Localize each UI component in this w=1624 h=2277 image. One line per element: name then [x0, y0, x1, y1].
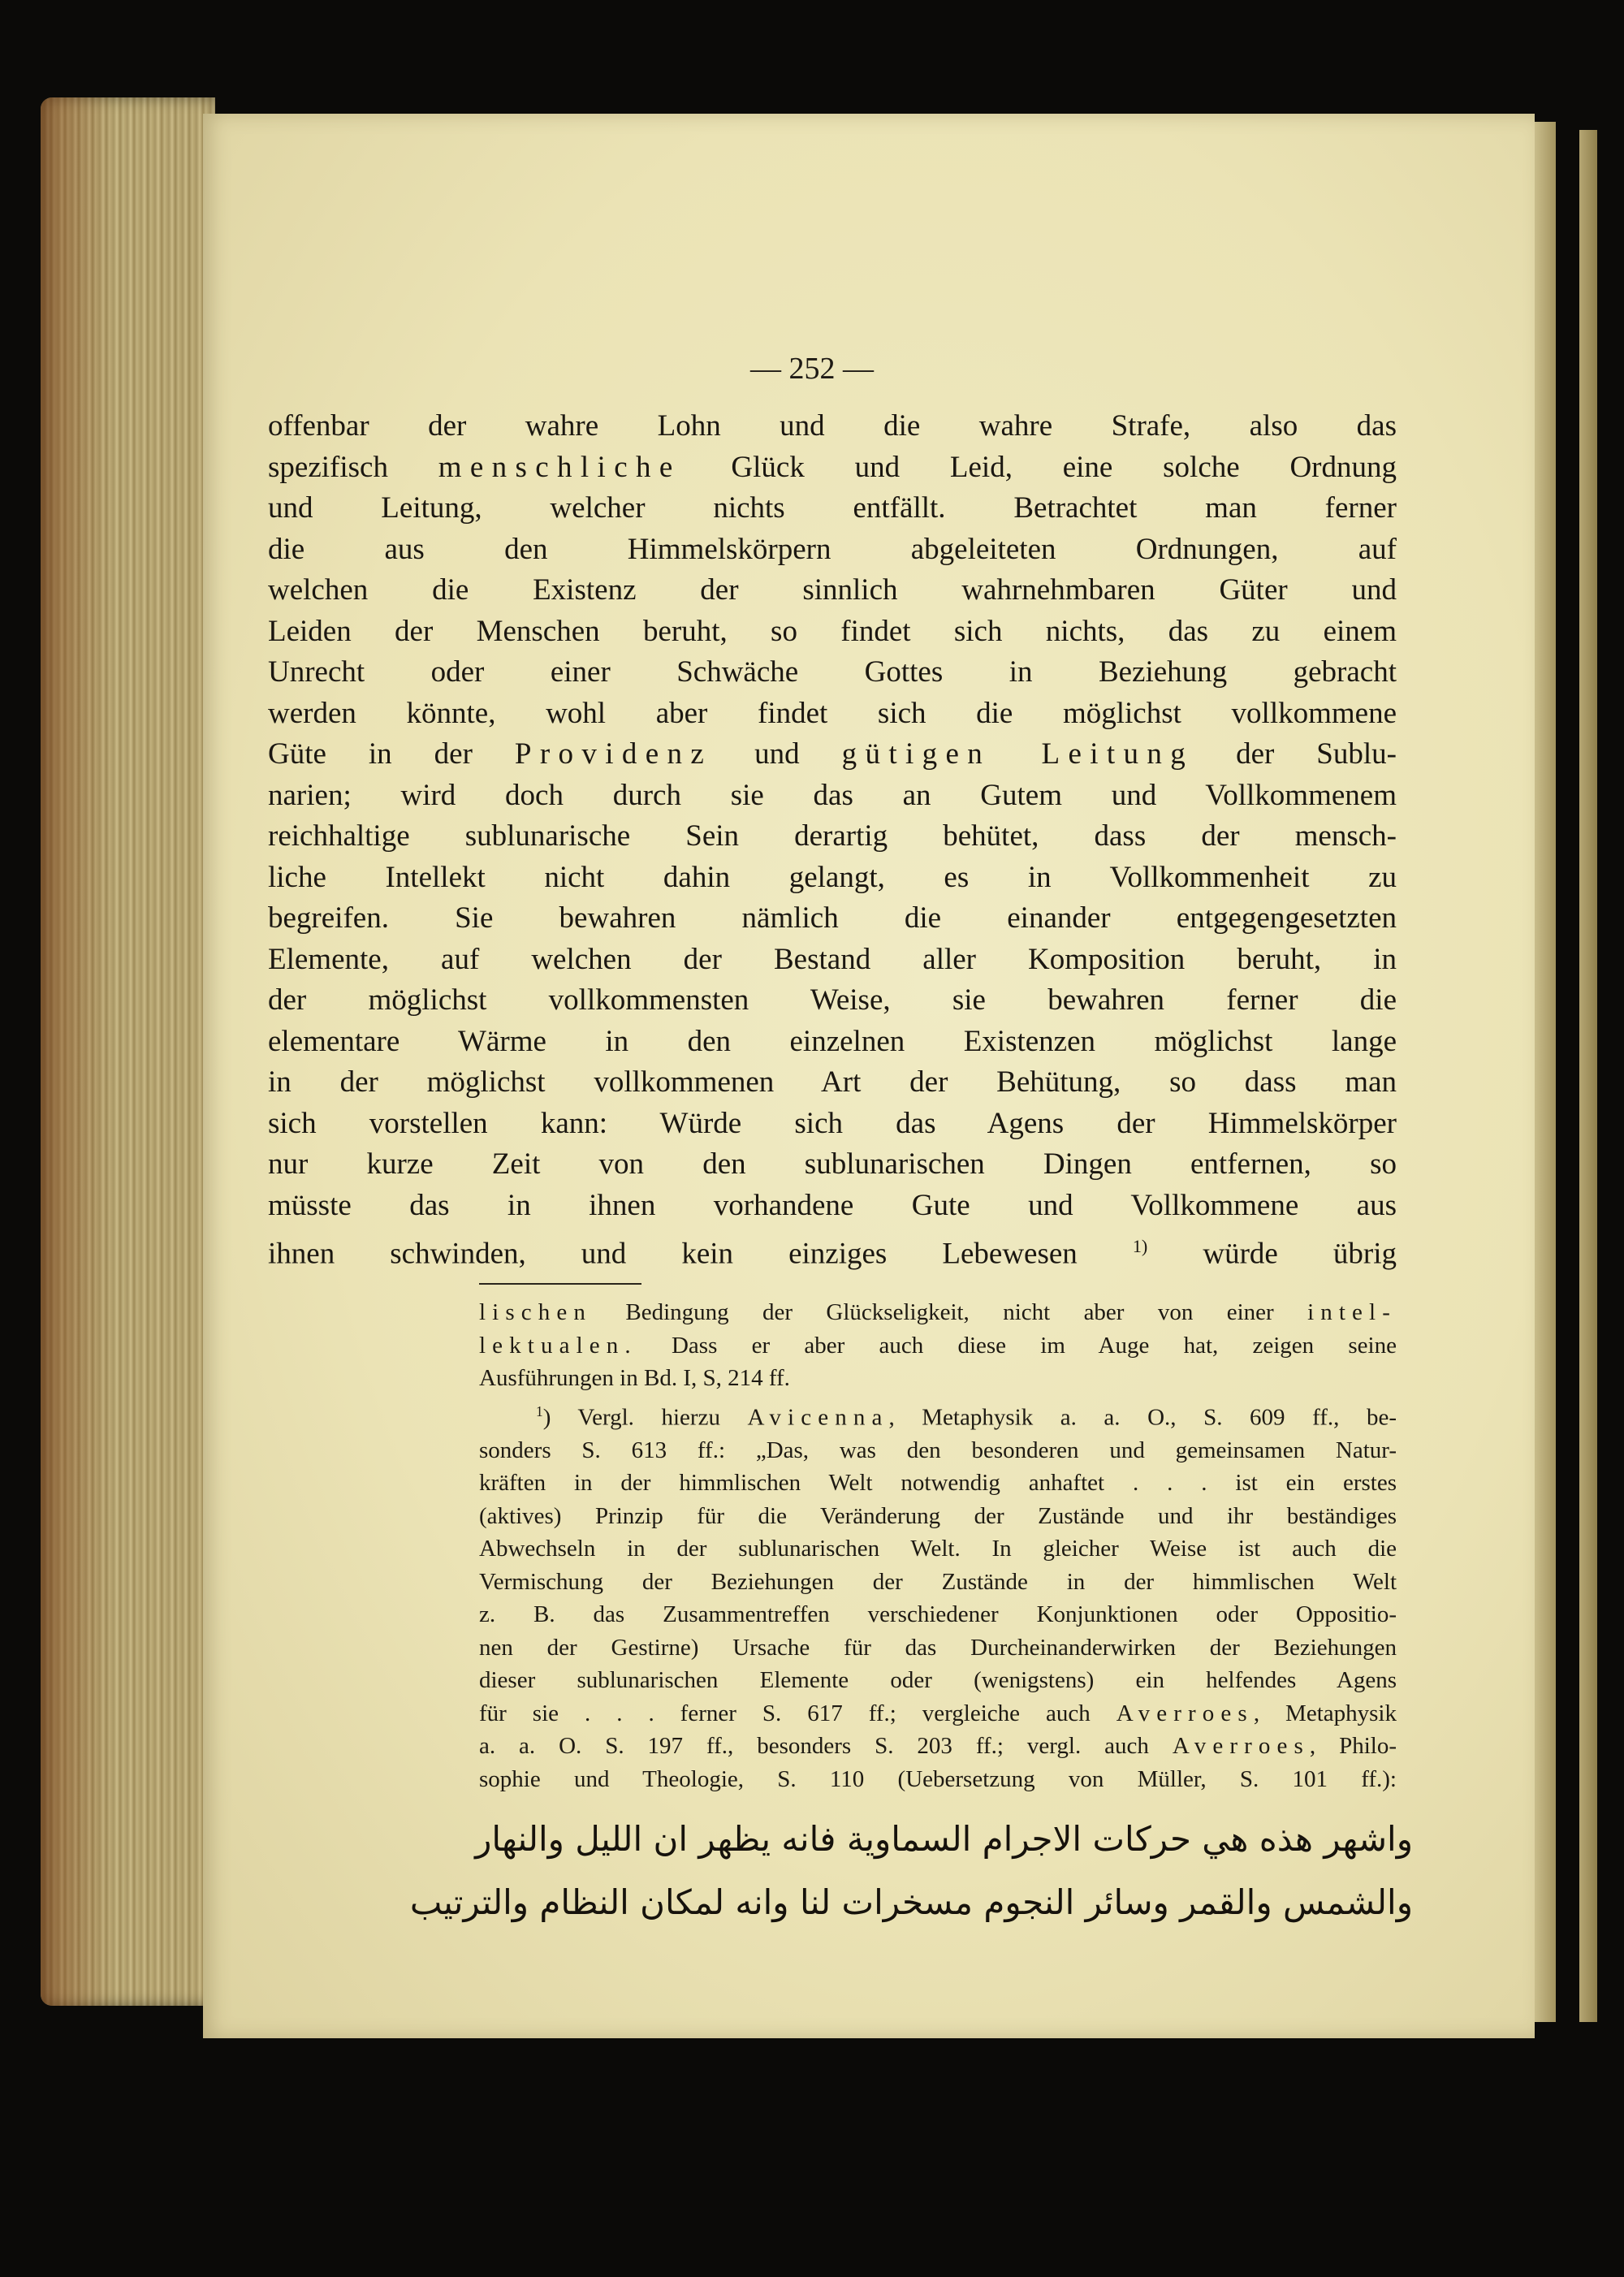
text-line: elementare Wärme in den einzelnen Existenzen möglichst lange	[268, 1024, 1397, 1058]
text-line: Unrecht oder einer Schwäche Gottes in Beziehung gebracht	[268, 655, 1397, 689]
arabic-quote-line-1: واشهر هذه هي حركات الاجرام السماوية فانه يظهر ان الليل والنهار	[475, 1819, 1413, 1859]
footnote-line: dieser sublunarischen Elemente oder (wenigstens) ein helfendes Agens	[479, 1667, 1397, 1694]
text-line: der möglichst vollkommensten Weise, sie bewahren ferner die	[268, 983, 1397, 1017]
footnote-line: a. a. O. S. 197 ff., besonders S. 203 ff.; vergl. auch Averroes, Philo-	[479, 1733, 1397, 1760]
footnote-line: Abwechseln in der sublunarischen Welt. In gleicher Weise ist auch die	[479, 1536, 1397, 1562]
text-line: ihnen schwinden, und kein einziges Lebewesen $^{1)}$ würde übrig	[268, 1236, 1397, 1271]
footnote-separator	[479, 1283, 641, 1285]
text-line: liche Intellekt nicht dahin gelangt, es in Vollkommenheit zu	[268, 860, 1397, 894]
text-line: müsste das in ihnen vorhandene Gute und Vollkommene aus	[268, 1188, 1397, 1222]
footnote-marker: 1	[536, 1402, 543, 1419]
footnote-line: sophie und Theologie, S. 110 (Uebersetzung von Müller, S. 101 ff.):	[479, 1765, 1397, 1792]
arabic-quote-line-2: والشمس والقمر وسائر النجوم مسخرات لنا وانه لمكان النظام والترتيب	[409, 1882, 1413, 1922]
footnote-line: nen der Gestirne) Ursache für das Durcheinanderwirken der Beziehungen	[479, 1634, 1397, 1661]
text-line: sich vorstellen kann: Würde sich das Agens der Himmelskörper	[268, 1106, 1397, 1140]
text-line: in der möglichst vollkommenen Art der Behütung, so dass man	[268, 1065, 1397, 1099]
spaced-emphasis: Avicenna	[747, 1404, 889, 1431]
text-line: begreifen. Sie bewahren nämlich die einander entgegengesetzten	[268, 901, 1397, 935]
text-line: offenbar der wahre Lohn und die wahre Strafe, also das	[268, 409, 1397, 443]
spaced-emphasis: Averroes	[1172, 1733, 1310, 1760]
main-text-block	[268, 406, 1397, 1275]
text-line: reichhaltige sublunarische Sein derartig behütet, dass der mensch-	[268, 819, 1397, 853]
footnote-line: lischen Bedingung der Glückseligkeit, nicht aber von einer intel-	[479, 1299, 1397, 1325]
text-line: werden könnte, wohl aber findet sich die möglichst vollkommene	[268, 696, 1397, 730]
footnote-line: z. B. das Zusammentreffen verschiedener Konjunktionen oder Oppositio-	[479, 1601, 1397, 1628]
text-line: die aus den Himmelskörpern abgeleiteten Ordnungen, auf	[268, 532, 1397, 566]
right-page-edge	[1535, 122, 1556, 2022]
spaced-emphasis: Averroes	[1116, 1700, 1254, 1726]
text-line: welchen die Existenz der sinnlich wahrnehmbaren Güter und	[268, 573, 1397, 607]
text-line: Elemente, auf welchen der Bestand aller Komposition beruht, in	[268, 942, 1397, 976]
footnote-line: lektualen. Dass er aber auch diese im Auge hat, zeigen seine	[479, 1332, 1397, 1359]
text-line: Leiden der Menschen beruht, so findet sich nichts, das zu einem	[268, 614, 1397, 648]
spaced-emphasis: Providenz	[514, 737, 713, 771]
footnote-line: für sie . . . ferner S. 617 ff.; vergleiche auch Averroes, Metaphysik	[479, 1700, 1397, 1726]
spaced-emphasis: lischen	[479, 1299, 592, 1325]
footnotes-block	[479, 1296, 1397, 1795]
spaced-emphasis: intel-	[1307, 1299, 1397, 1325]
text-line: und Leitung, welcher nichts entfällt. Betrachtet man ferner	[268, 491, 1397, 525]
footnote-line: Vermischung der Beziehungen der Zustände in der himmlischen Welt	[479, 1568, 1397, 1595]
spaced-emphasis: lektualen.	[479, 1332, 637, 1359]
text-line: Güte in der Providenz und gütigen Leitung der Sublu-	[268, 737, 1397, 771]
footnote-line: $^1$) Vergl. hierzu Avicenna, Metaphysik a. a. O., S. 609 ff., be-	[536, 1402, 1397, 1431]
footnote-line: Ausführungen in Bd. I, S, 214 ff.	[479, 1365, 790, 1391]
footnote-line: sonders S. 613 ff.: „Das, was den besonderen und gemeinsamen Natur-	[479, 1437, 1397, 1463]
text-line: narien; wird doch durch sie das an Gutem und Vollkommenem	[268, 778, 1397, 812]
next-page-edge	[1579, 130, 1597, 2022]
page-number: — 252 —	[750, 352, 874, 386]
text-line: spezifisch menschliche Glück und Leid, eine solche Ordnung	[268, 450, 1397, 484]
spaced-emphasis: gütigen Leitung	[841, 737, 1194, 771]
footnote-line: kräften in der himmlischen Welt notwendig anhaftet . . . ist ein erstes	[479, 1470, 1397, 1497]
footnote-marker: 1)	[1132, 1236, 1148, 1256]
footnote-line: (aktives) Prinzip für die Veränderung der Zustände und ihr beständiges	[479, 1502, 1397, 1529]
spaced-emphasis: menschliche	[438, 450, 681, 484]
text-line: nur kurze Zeit von den sublunarischen Dingen entfernen, so	[268, 1147, 1397, 1181]
